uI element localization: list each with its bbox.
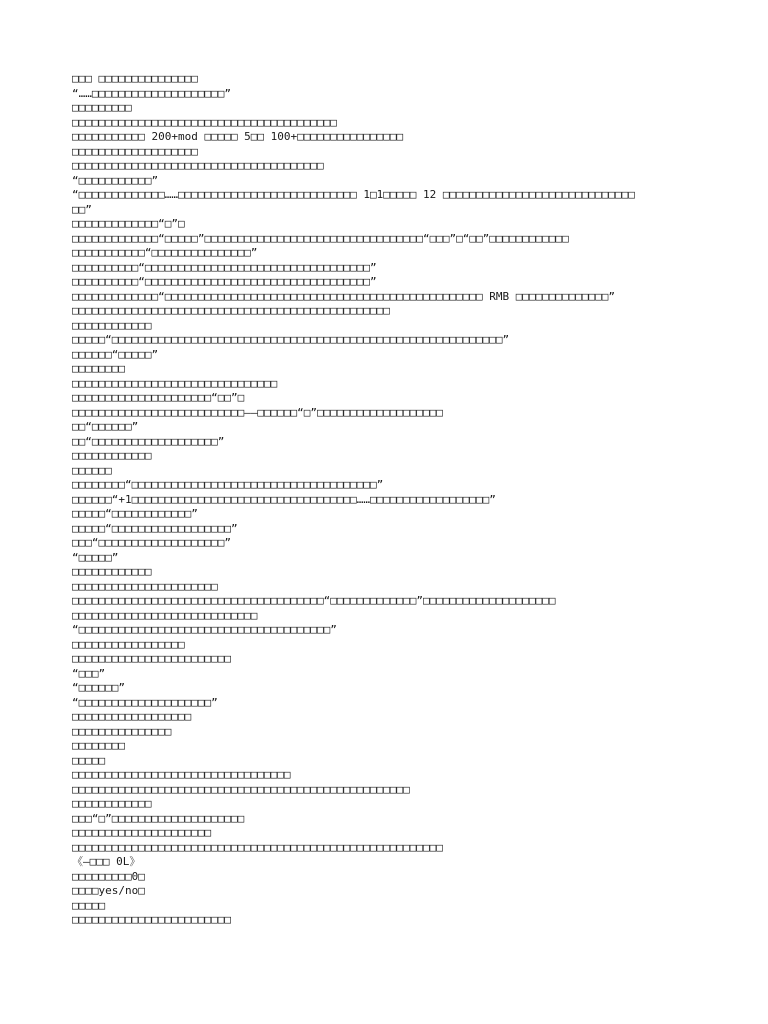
text-line: □□□□□□□□□□□□□“□□□□□□□□□□□□□□□□□□□□□□□□□□□□□□□□□□□□□□□□□□□□□□□□ RMB □□□□□□□□□□□□□□” [72, 289, 616, 303]
text-line: □□□□□□□□□0□ [72, 869, 145, 883]
text-line: □□□□□□□□□□□“□□□□□□□□□□□□□□□” [72, 246, 258, 259]
text-line: □□□□□□□□□□□□□□□□□ [72, 637, 185, 651]
text-line: □□□□□□□□□ [72, 101, 132, 114]
text-line: □□□□□□□□□□“□□□□□□□□□□□□□□□□□□□□□□□□□□□□□□□□□□” [72, 275, 377, 288]
text-line: □□□□□□□□□□□□□□□□□□□□□□□□□□□□□□□□□□□□□□□□□□□□□□□□□□□□□□□□ [72, 840, 443, 854]
text-line: □□□□□□□□□□□□□□□□□□□□□ [72, 826, 212, 839]
text-line: □□“□□□□□□” [72, 420, 139, 433]
text-line: “□□□” [72, 666, 106, 680]
text-line: □□□□□ [72, 898, 106, 912]
text-line: 《—□□□ 0L》 [72, 855, 141, 868]
text-line: □□□□□□□□□□□□□□□ [72, 724, 172, 738]
text-line: □□□“□”□□□□□□□□□□□□□□□□□□□□ [72, 811, 245, 825]
text-line: □□□□□□“+1□□□□□□□□□□□□□□□□□□□□□□□□□□□□□□□□□□……□□□□□□□□□□□□□□□□□□” [72, 492, 496, 506]
text-line: □□□□□□□□ [72, 362, 125, 375]
text-line: □□□□□□□□□□□□□□□□□□□□□“□□”□ [72, 391, 245, 404]
text-line: □□□□□□□□□□□□□□□□□□□□□□ [72, 579, 218, 593]
text-line: “□□□□□□□□□□□□□……□□□□□□□□□□□□□□□□□□□□□□□□□□□ 1□1□□□□□ 12 □□□□□□□□□□□□□□□□□□□□□□□□□□□□□ [72, 188, 635, 201]
text-line: □□□□□“□□□□□□□□□□□□” [72, 507, 198, 520]
text-line: □□“□□□□□□□□□□□□□□□□□□□” [72, 434, 225, 448]
text-line: □□□□□□□□□□□□□“□”□ [72, 217, 185, 230]
text-line: □□□□□□□□□□□□□□□□□□ [72, 710, 192, 723]
text-line: “□□□□□□□□□□□” [72, 173, 159, 187]
text-line: □□□□□□□□□□□□□□□□□□□□□□□□□□□□□□□□□□□□□□ [72, 159, 324, 172]
text-line: □□□□□□□□□□□□ [72, 565, 152, 578]
text-line: □□□□□ [72, 753, 106, 767]
text-line: “□□□□□□□□□□□□□□□□□□□□□□□□□□□□□□□□□□□□□□” [72, 623, 337, 636]
text-line: □□□□□□□□“□□□□□□□□□□□□□□□□□□□□□□□□□□□□□□□□□□□□□” [72, 478, 384, 491]
text-line: “……□□□□□□□□□□□□□□□□□□□□” [72, 86, 231, 100]
text-line: □□□□□□□□□□□□□□□□□□□□□□□□□□□□□□□ [72, 376, 278, 390]
text-line: □□□□□□□□□□“□□□□□□□□□□□□□□□□□□□□□□□□□□□□□□□□□□” [72, 260, 377, 274]
text-line: □□□□□□□□□□□□ [72, 797, 152, 810]
text-line: □□□ □□□□□□□□□□□□□□□ [72, 72, 198, 85]
text-line: □□□□□□ [72, 463, 112, 477]
text-line: □□□□□□□□□□□□ [72, 449, 152, 462]
text-line: □□□□□□□□ [72, 739, 125, 752]
text-line: □□□□□□□□□□□□□□□□□□□□□□□□ [72, 913, 231, 926]
text-line: “□□□□□” [72, 550, 119, 564]
text-line: □□□□□□“□□□□□” [72, 347, 159, 361]
text-line: □□□□□□□□□□□□ [72, 318, 152, 332]
text-line: □□□□□□□□□□□□□□□□□□□□□□□□□□□□□□□□□□□□□□□□ [72, 115, 337, 129]
text-line: “□□□□□□” [72, 681, 125, 694]
document-body [72, 72, 712, 928]
text-line: □□□□□□□□□□□□□□□□□□□□□□□□□□□□ [72, 608, 258, 622]
text-line: □□□□yes/no□ [72, 884, 145, 897]
text-line: □□□□□□□□□□□□□□□□□□□□□□□□□□□□□□□□□□□□□□“□□□□□□□□□□□□□”□□□□□□□□□□□□□□□□□□□□ [72, 594, 556, 607]
text-line: □□□□□□□□□□□□□□□□□□□□□□□□ [72, 652, 231, 665]
text-line: □□□□□□□□□□□□□□□□□□□□□□□□□□——□□□□□□“□”□□□□□□□□□□□□□□□□□□□ [72, 405, 443, 419]
text-line: □□” [72, 202, 92, 216]
text-line: □□□□□□□□□□□□□□□□□□□□□□□□□□□□□□□□□□□□□□□□□□□□□□□□□□□ [72, 782, 410, 796]
text-line: □□□□□“□□□□□□□□□□□□□□□□□□” [72, 521, 238, 535]
text-line: □□□□□□□□□□□□□□□□□□□ [72, 144, 198, 158]
text-line: □□□“□□□□□□□□□□□□□□□□□□□” [72, 536, 231, 549]
text-line: □□□□□□□□□□□□□□□□□□□□□□□□□□□□□□□□□ [72, 768, 291, 781]
text-line: □□□□□□□□□□□□□□□□□□□□□□□□□□□□□□□□□□□□□□□□□□□□□□□□ [72, 304, 390, 317]
text-line: □□□□□□□□□□□ 200+mod □□□□□ 5□□ 100+□□□□□□□□□□□□□□□□ [72, 130, 404, 143]
text-line: “□□□□□□□□□□□□□□□□□□□□” [72, 695, 218, 709]
text-line: □□□□□□□□□□□□□“□□□□□”□□□□□□□□□□□□□□□□□□□□□□□□□□□□□□□□□“□□□”□“□□”□□□□□□□□□□□□ [72, 231, 569, 245]
text-line: □□□□□“□□□□□□□□□□□□□□□□□□□□□□□□□□□□□□□□□□□□□□□□□□□□□□□□□□□□□□□□□□□” [72, 333, 510, 346]
